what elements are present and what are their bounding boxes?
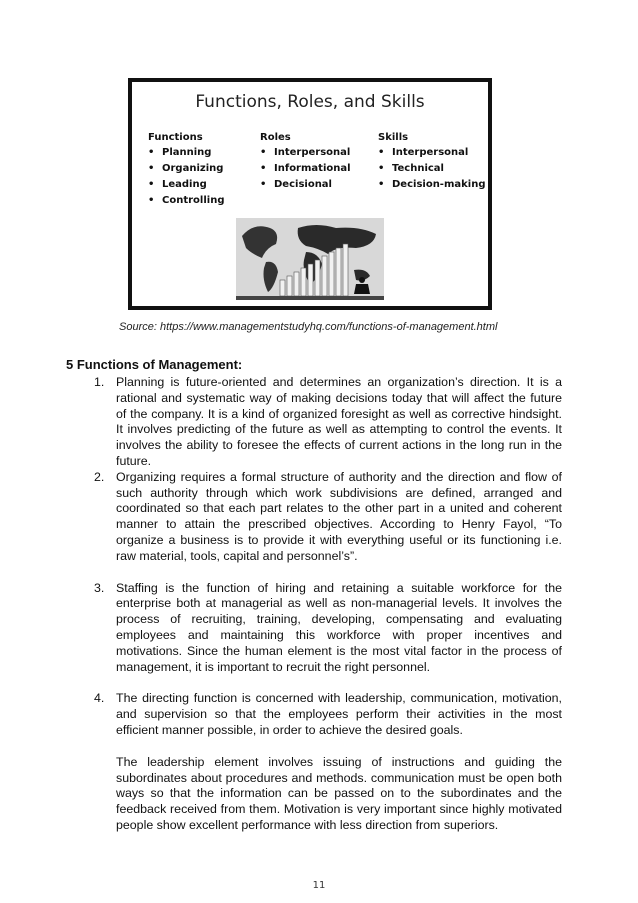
item-number: 3. [94, 580, 105, 595]
column-heading: Skills [378, 132, 409, 143]
paragraph: The leadership element involves issuing of instructions and guiding the subordinates about procedures and methods. communication must be open both ways so that the information can be passed on to the subordinates and the feedback received from them. Motivation is very important since highly motivated people show excellent performance with less direction from superiors. [116, 754, 562, 832]
list-item: • Decisional [260, 177, 351, 193]
list-item: • Decision-making [378, 177, 485, 193]
section-heading: 5 Functions of Management: [66, 357, 243, 372]
spacer [88, 675, 562, 691]
figure-title: Functions, Roles, and Skills [195, 92, 425, 112]
paragraph: Planning is future-oriented and determines an organization’s direction. It is a rational and systematic way of making decisions today that will affect the future of the company. It is a kind of organized foresight as well as corrective hindsight. It involves predicting of the future as well as attempting to control the events. It involves the ability to foresee the effects of current actions in the long run in the future. [116, 375, 562, 468]
list-item: • Controlling [148, 193, 224, 209]
spacer [88, 565, 562, 581]
paragraph: The directing function is concerned with leadership, communication, motivation, and supervision so that the employees perform their activities in the most efficient manner possible, in order to achieve the desired goals. [116, 691, 562, 737]
column-heading: Roles [260, 132, 291, 143]
list-item: • Organizing [148, 161, 224, 177]
item-number: 2. [94, 469, 105, 484]
list-item: • Interpersonal [378, 145, 485, 161]
functions-column [148, 132, 224, 209]
list-item: • Leading [148, 177, 224, 193]
figure-source-caption: Source: https://www.managementstudyhq.com/functions-of-management.html [119, 321, 498, 333]
figure-functions-roles-skills [128, 78, 492, 310]
list-item: • Interpersonal [260, 145, 351, 161]
skills-column [378, 132, 485, 193]
list-item [88, 581, 562, 676]
world-map-bar-graphic [236, 218, 384, 300]
paragraph: Staffing is the function of hiring and retaining a suitable workforce for the enterprise both at managerial as well as non-managerial levels. It involves the process of recruiting, training, developing, compensating and evaluating employees and maintaining this workforce with proper incentives and motivations. Since the human element is the most vital factor in the process of management, it is important to recruit the right personnel. [116, 580, 562, 674]
list-item [88, 375, 562, 470]
list-item: • Planning [148, 145, 224, 161]
list-item [88, 691, 562, 833]
functions-list [88, 375, 562, 834]
paragraph: Organizing requires a formal structure of authority and the direction and flow of such authority through which work subdivisions are defined, arranged and coordinated so that each part relates to the other part in a united and coherent manner to attain the prescribed objectives. According to Henry Fayol, “To organize a business is to provide it with everything useful or its functioning i.e. raw material, tools, capital and personnel’s”. [116, 469, 562, 563]
page-number: 11 [312, 880, 326, 891]
list-item: • Informational [260, 161, 351, 177]
list-item [88, 470, 562, 565]
item-number: 1. [94, 375, 105, 389]
functions-section [66, 357, 562, 834]
item-number: 4. [94, 691, 105, 706]
roles-column [260, 132, 351, 193]
column-heading: Functions [148, 132, 203, 143]
list-item: • Technical [378, 161, 485, 177]
